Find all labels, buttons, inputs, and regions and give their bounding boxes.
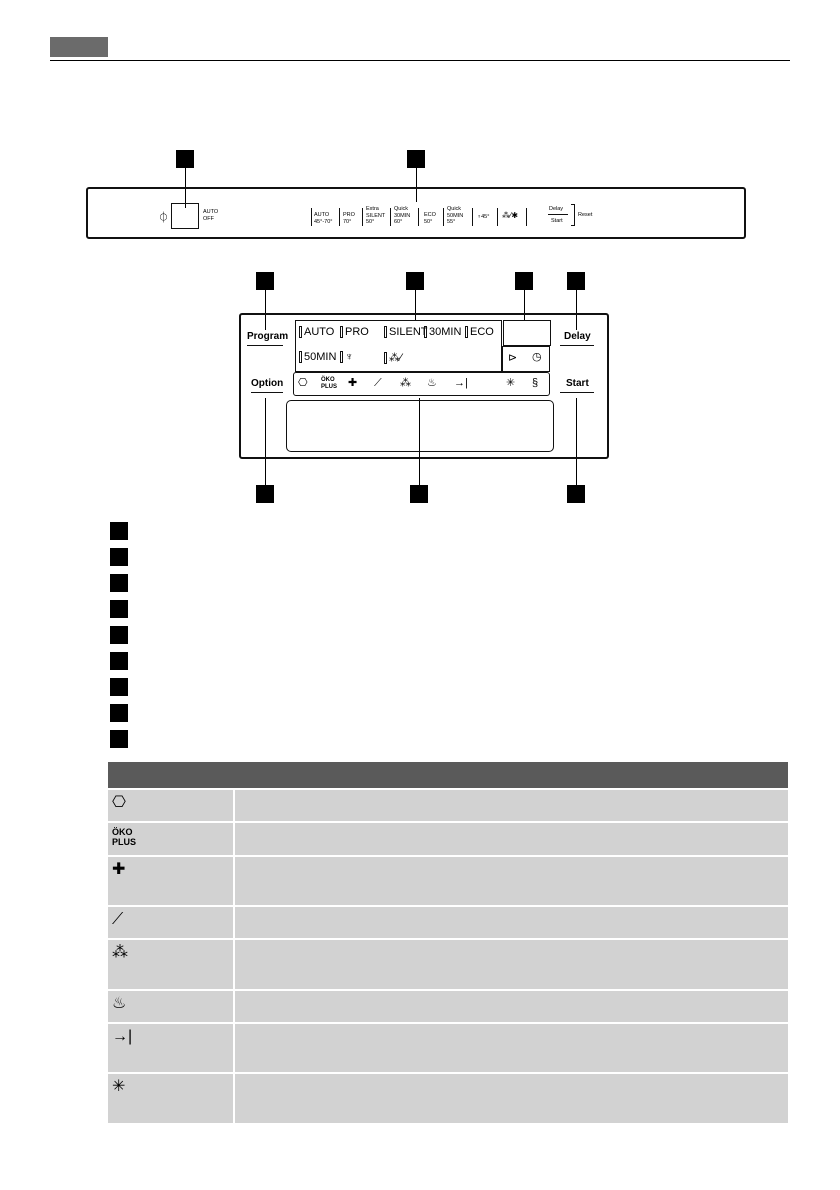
glass-icon: ♆ (477, 214, 482, 220)
delay-label-top: Delay (549, 206, 564, 212)
program-label-extra-silent: Extra SILENT 50° (366, 206, 386, 225)
hygiene-icon: ✚ (348, 377, 358, 389)
program-30min: 30MIN (424, 326, 461, 338)
legend-marker-4 (110, 600, 128, 618)
callout-marker-9 (567, 485, 585, 503)
arrow-end-icon: →| (112, 1028, 133, 1045)
legend-marker-7 (110, 678, 128, 696)
program-eco: ECO (465, 326, 494, 338)
arrow-end-icon: →| (454, 377, 468, 389)
callout-marker-1 (176, 150, 194, 168)
table-header (108, 762, 788, 788)
hygiene-icon: ✚ (112, 861, 126, 878)
sun-icon: ✳ (506, 377, 516, 389)
rinse-hold-icon: ⁂⁄✱ (502, 211, 519, 220)
table-row (108, 1024, 788, 1072)
auto-off-label: AUTO OFF (203, 209, 219, 222)
callout-marker-3 (256, 272, 274, 290)
legend-marker-3 (110, 574, 128, 592)
program-auto: AUTO (299, 326, 334, 338)
start-button[interactable]: Start (566, 378, 589, 389)
program-silent: SILENT (384, 326, 428, 338)
table-row (108, 1074, 788, 1123)
program-label-quick-50: Quick 50MIN 55° (447, 206, 464, 225)
on-off-button[interactable] (171, 203, 199, 229)
rinse-hold-icon: ⁂⁄ (389, 352, 402, 364)
program-indicator (339, 208, 340, 226)
program-indicator (497, 208, 498, 226)
option-button[interactable]: Option (251, 378, 284, 389)
program-indicator (472, 208, 473, 226)
legend-marker-2 (110, 548, 128, 566)
reset-label: Reset (578, 212, 593, 218)
callout-marker-5 (515, 272, 533, 290)
callout-marker-4 (406, 272, 424, 290)
tablet-icon: ⎔ (298, 377, 308, 389)
program-glass (340, 351, 353, 363)
program-indicator (526, 208, 527, 226)
table-row (108, 940, 788, 989)
brush-icon: ⟋ (374, 377, 382, 389)
tablet-icon: ⎔ (112, 794, 126, 811)
program-button-line (247, 345, 283, 346)
start-label-top: Start (551, 218, 563, 224)
sun-icon: ✳ (112, 1078, 126, 1095)
program-indicator (418, 208, 419, 226)
legend-marker-5 (110, 626, 128, 644)
table-row (108, 857, 788, 905)
legend-marker-1 (110, 522, 128, 540)
glass-icon: ♆ (345, 351, 354, 363)
option-button-line (251, 392, 283, 393)
program-indicator (362, 208, 363, 226)
program-pro: PRO (340, 326, 369, 338)
clock-icon: ◷ (532, 351, 542, 363)
rinse-aid-icon: ⊳ (508, 352, 518, 364)
steam-icon: ♨ (112, 995, 127, 1012)
spray-icon: ⁂ (400, 377, 411, 389)
program-label-auto: AUTO 45°-70° (314, 212, 333, 225)
legend-marker-9 (110, 730, 128, 748)
callout-marker-7 (256, 485, 274, 503)
callout-marker-6 (567, 272, 585, 290)
table-row (108, 823, 788, 855)
callout-marker-8 (410, 485, 428, 503)
steam-icon: ♨ (427, 377, 437, 389)
program-button[interactable]: Program (247, 331, 289, 342)
oko-plus-icon: ÖKO PLUS (321, 377, 338, 390)
delay-button-line (560, 345, 594, 346)
legend-marker-6 (110, 652, 128, 670)
time-display (503, 320, 551, 346)
table-row (108, 790, 788, 821)
header-rule (50, 60, 790, 61)
program-indicator (311, 208, 312, 226)
brush-icon: ⟋ (112, 911, 124, 928)
callout-marker-2 (407, 150, 425, 168)
spray-icon: ⁂ (112, 944, 128, 961)
oko-plus-icon: ÖKO PLUS (112, 827, 137, 847)
program-label-pro: PRO 70° (343, 212, 355, 225)
table-row (108, 907, 788, 938)
chapter-tab (50, 37, 108, 57)
program-50min: 50MIN (299, 351, 336, 363)
program-indicator (390, 208, 391, 226)
cycle-icon: § (532, 377, 539, 389)
program-label-quick-30: Quick 30MIN 60° (394, 206, 411, 225)
delay-divider (548, 214, 568, 215)
message-display (286, 400, 554, 452)
delay-button[interactable]: Delay (564, 331, 591, 342)
program-label-glass: ♆45° (477, 214, 490, 220)
program-indicator (443, 208, 444, 226)
program-label-eco: ECO 50° (424, 212, 436, 225)
power-icon: ⏀ (158, 212, 169, 224)
start-button-line (560, 392, 594, 393)
table-row (108, 991, 788, 1022)
program-rinse-hold (384, 351, 402, 364)
reset-bracket (571, 204, 575, 226)
legend-marker-8 (110, 704, 128, 722)
